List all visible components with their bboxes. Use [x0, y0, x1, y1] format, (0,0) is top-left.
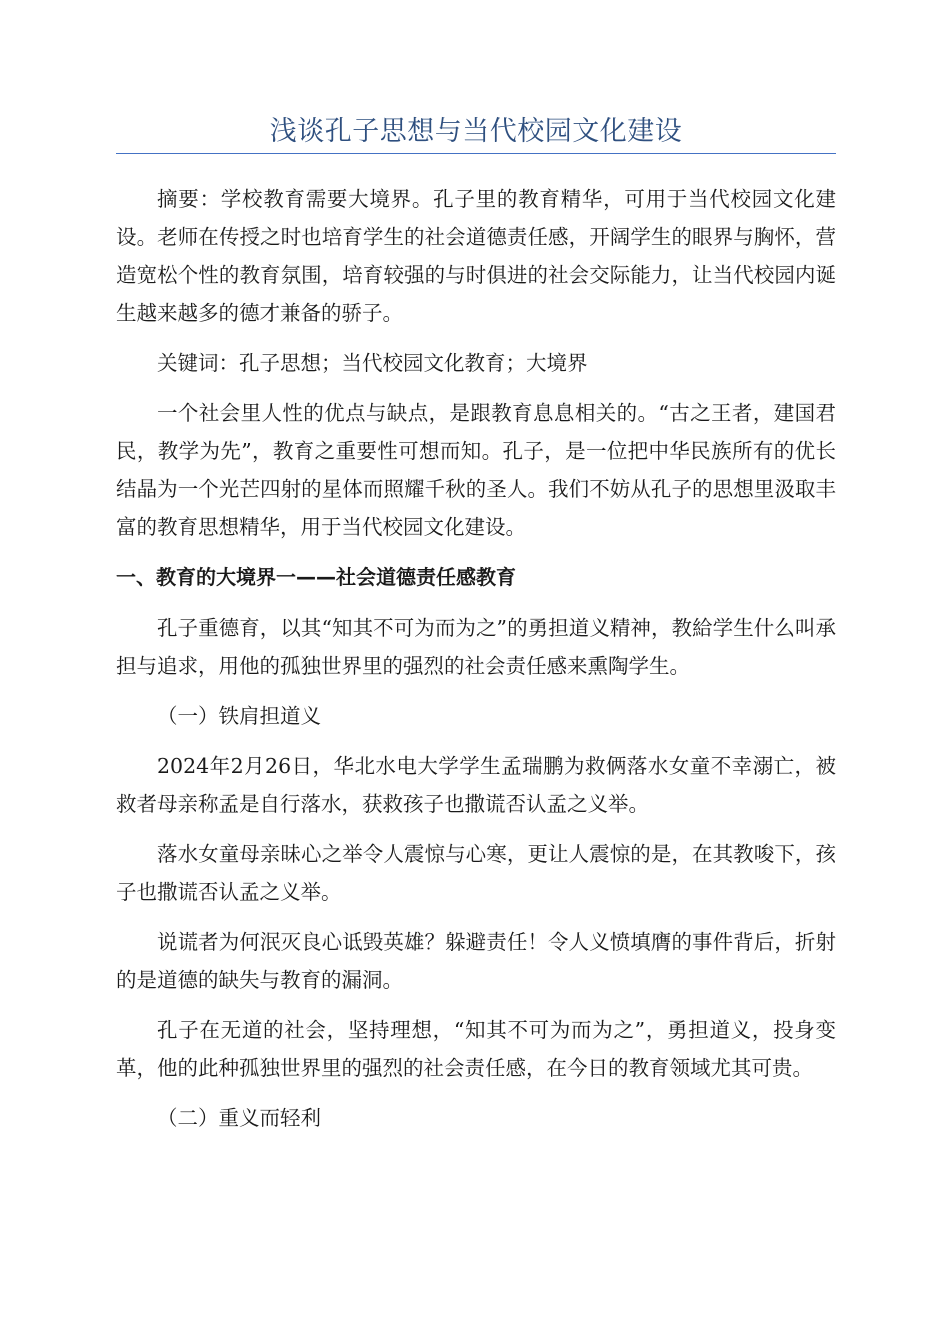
section-heading-1: 一、教育的大境界一——社会道德责任感教育 [116, 565, 516, 589]
keywords-paragraph: 关键词：孔子思想；当代校园文化教育；大境界 [157, 351, 588, 375]
subsection-heading-2: （二）重义而轻利 [157, 1106, 321, 1130]
subsection-1-paragraph-1: 2024年2月26日，华北水电大学学生孟瑞鹏为救俩落水女童不幸溺亡，被救者母亲称孟是自行落水，获救孩子也撒谎否认孟之义举。 [116, 754, 836, 816]
section-1-paragraph: 孔子重德育，以其“知其不可为而为之”的勇担道义精神，教給学生什么叫承担与追求，用他的孤独世界里的强烈的社会责任感来熏陶学生。 [116, 616, 836, 678]
abstract-paragraph: 摘要：学校教育需要大境界。孔子里的教育精华，可用于当代校园文化建设。老师在传授之时也培育学生的社会道德责任感，开阔学生的眼界与胸怀，营造宽松个性的教育氛围，培育较强的与时俱进的社会交际能力，让当代校园内诞生越来越多的德才兼备的骄子。 [116, 187, 836, 325]
subsection-1-paragraph-2: 落水女童母亲昧心之举令人震惊与心寒，更让人震惊的是，在其教唆下，孩子也撒谎否认孟之义举。 [116, 842, 836, 904]
subsection-1-paragraph-3: 说谎者为何泯灭良心诋毁英雄？躲避责任！令人义愤填膺的事件背后，折射的是道德的缺失与教育的漏洞。 [116, 930, 836, 992]
title-underline [116, 153, 836, 154]
document-title: 浅谈孔子思想与当代校园文化建设 [269, 116, 683, 147]
intro-paragraph: 一个社会里人性的优点与缺点，是跟教育息息相关的。“古之王者，建国君民，教学为先”，教育之重要性可想而知。孔子，是一位把中华民族所有的优长结晶为一个光芒四射的星体而照耀千秋的圣人。我们不妨从孔子的思想里汲取丰富的教育思想精华，用于当代校园文化建设。 [116, 401, 836, 539]
subsection-heading-1: （一）铁肩担道义 [157, 704, 321, 728]
document-page [116, 112, 836, 1149]
subsection-1-paragraph-4: 孔子在无道的社会，坚持理想，“知其不可为而为之”，勇担道义，投身变革，他的此种孤独世界里的强烈的社会责任感，在今日的教育领域尤其可贵。 [116, 1018, 836, 1080]
